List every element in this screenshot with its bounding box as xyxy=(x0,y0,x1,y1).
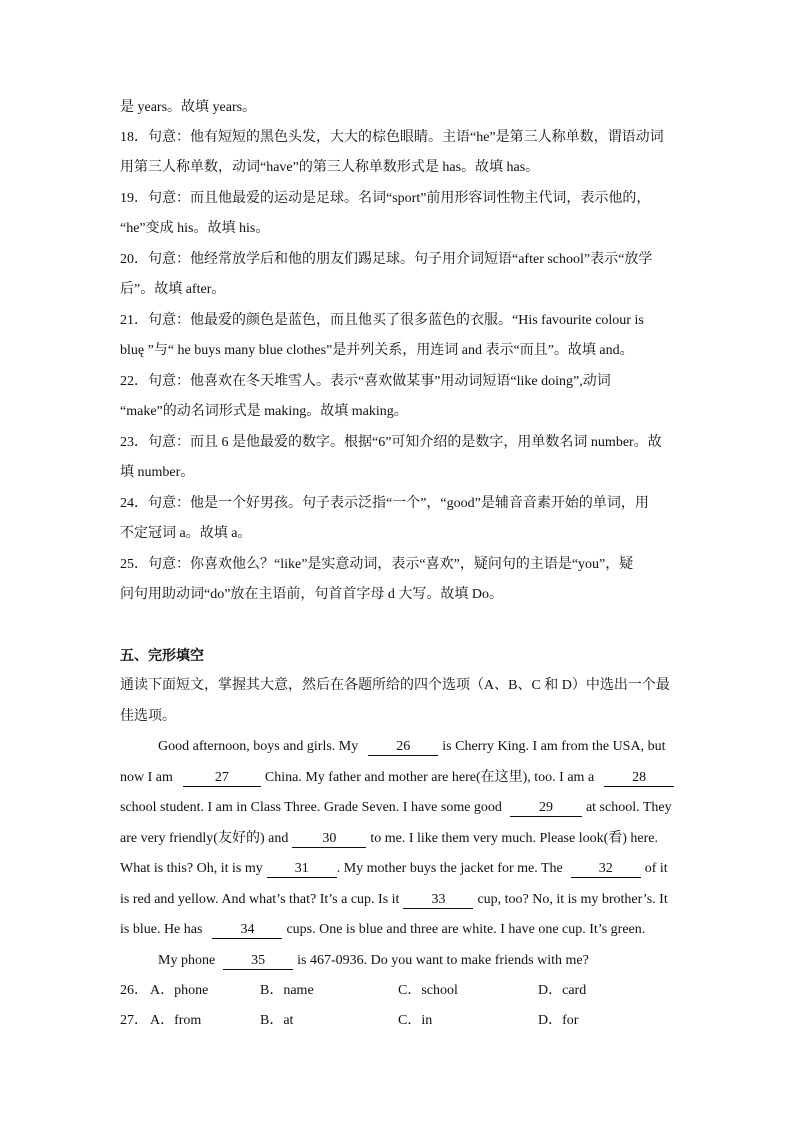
explanation-line: 25．句意：你喜欢他么？“like”是实意动词，表示“喜欢”，疑问句的主语是“you”，疑 xyxy=(120,557,634,572)
explanation-line: 24．句意：他是一个好男孩。句子表示泛指“一个”，“good”是辅音音素开始的单词，用 xyxy=(120,496,649,511)
option-b[interactable]: B．at xyxy=(260,1013,294,1028)
blank-27[interactable]: 27 xyxy=(183,770,261,787)
explanation-line: 19．句意：而且他最爱的运动是足球。名词“sport”前用形容词性物主代词，表示他的， xyxy=(120,191,651,206)
passage-line: school student. I am in Class Three. Grade Seven. I have some good 29 at school. They xyxy=(120,800,672,815)
blank-31[interactable]: 31 xyxy=(267,861,337,878)
passage-line: What is this? Oh, it is my 31 . My mother buys the jacket for me. The 32 of it xyxy=(120,861,668,876)
option-c[interactable]: C．in xyxy=(398,1013,433,1028)
explanation-line: 是 years。故填 years。 xyxy=(120,100,257,115)
explanation-line: 18．句意：他有短短的黑色头发，大大的棕色眼睛。主语“he”是第三人称单数，谓语动词 xyxy=(120,130,664,145)
explanation-line: 20．句意：他经常放学后和他的朋友们踢足球。句子用介词短语“after school”表示“放学 xyxy=(120,252,653,267)
blank-30[interactable]: 30 xyxy=(292,831,366,848)
blank-35[interactable]: 35 xyxy=(223,953,293,970)
option-a[interactable]: A．from xyxy=(150,1013,202,1028)
explanation-line: 用第三人称单数，动词“have”的第三人称单数形式是 has。故填 has。 xyxy=(120,160,540,175)
passage-line: Good afternoon, boys and girls. My 26 is Cherry King. I am from the USA, but xyxy=(158,739,666,754)
passage-line: now I am 27 China. My father and mother are here(在这里), too. I am a 28 xyxy=(120,768,678,788)
blank-26[interactable]: 26 xyxy=(368,739,438,756)
option-b[interactable]: B．name xyxy=(260,983,314,998)
question-number: 27． xyxy=(120,1013,148,1028)
passage-line: are very friendly(友好的) and 30 to me. I like them very much. Please look(看) here. xyxy=(120,831,659,846)
explanation-line: “he”变成 his。故填 his。 xyxy=(120,221,270,236)
passage-line: is blue. He has 34 cups. One is blue and three are white. I have one cup. It’s green. xyxy=(120,922,646,937)
passage-line: My phone 35 is 467-0936. Do you want to make friends with me? xyxy=(158,953,589,968)
blank-28[interactable]: 28 xyxy=(604,770,674,787)
explanation-line: 不定冠词 a。故填 a。 xyxy=(120,526,252,541)
blank-33[interactable]: 33 xyxy=(403,892,473,909)
blank-34[interactable]: 34 xyxy=(212,922,282,939)
explanation-line: 填 number。 xyxy=(120,465,195,480)
explanation-line: 22．句意：他喜欢在冬天堆雪人。表示“喜欢做某事”用动词短语“like doing”,动词 xyxy=(120,374,611,389)
section-instruction: 通读下面短文，掌握其大意，然后在各题所给的四个选项（A、B、C 和 D）中选出一个最 xyxy=(120,678,670,693)
option-a[interactable]: A．phone xyxy=(150,983,209,998)
explanation-line: 23．句意：而且 6 是他最爱的数字。根据“6”可知介绍的是数字，用单数名词 number。故 xyxy=(120,435,662,450)
section-title: 五、完形填空 xyxy=(120,648,204,664)
question-number: 26． xyxy=(120,983,148,998)
blank-32[interactable]: 32 xyxy=(571,861,641,878)
option-d[interactable]: D．for xyxy=(538,1013,579,1028)
option-c[interactable]: C．school xyxy=(398,983,458,998)
explanation-line: 问句用助动词“do”放在主语前，句首首字母 d 大写。故填 Do。 xyxy=(120,587,504,602)
explanation-line: bluę ”与“ he buys many blue clothes”是并列关系，用连词 and 表示“而且”。故填 and。 xyxy=(120,343,634,358)
explanation-line: 后”。故填 after。 xyxy=(120,282,226,297)
passage-line: is red and yellow. And what’s that? It’s a cup. Is it 33 cup, too? No, it is my brother’s. It xyxy=(120,892,668,907)
explanation-line: 21．句意：他最爱的颜色是蓝色，而且他买了很多蓝色的衣服。“His favourite colour is xyxy=(120,313,644,328)
section-instruction: 佳选项。 xyxy=(120,709,176,724)
blank-29[interactable]: 29 xyxy=(510,800,582,817)
explanation-line: “make”的动名词形式是 making。故填 making。 xyxy=(120,404,408,419)
option-d[interactable]: D．card xyxy=(538,983,587,998)
